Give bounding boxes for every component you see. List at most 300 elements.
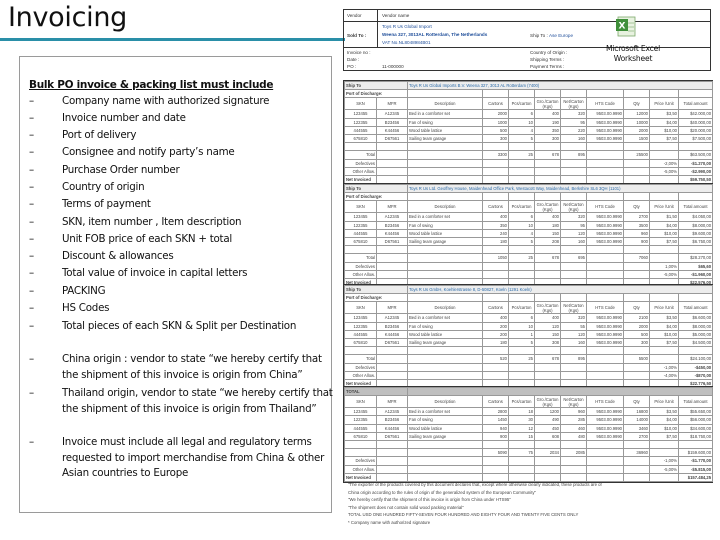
table-cell: -$450,00: [679, 363, 713, 371]
table-row: [345, 118, 713, 126]
table-cell: 1: [509, 330, 535, 338]
table-cell: $40.000,00: [679, 118, 713, 126]
table-cell: B23456: [377, 221, 408, 229]
table-cell: [483, 371, 509, 379]
table-cell: 350: [535, 126, 561, 134]
table-cell: [377, 270, 408, 278]
allowance-label: Other Allow.: [345, 371, 377, 379]
table-cell: [483, 270, 509, 278]
ship-to-row: [345, 82, 713, 90]
column-header: Description: [408, 201, 483, 213]
table-cell: $7,50: [650, 338, 679, 346]
column-header: Total amount: [679, 201, 713, 213]
table-cell: 678: [535, 254, 561, 262]
total-label: Total: [345, 151, 377, 159]
table-cell: Bed in a comforter set: [408, 408, 483, 416]
table-cell: [535, 371, 561, 379]
footnote: China origin according to the rules of origin of the generalized system of the European Community": [348, 489, 537, 495]
table-row: [345, 314, 713, 322]
table-cell: 5090: [483, 449, 509, 457]
table-cell: 95: [561, 118, 587, 126]
spacer-row: [345, 246, 713, 254]
table-cell: 300: [483, 134, 509, 142]
column-header-row: [345, 201, 713, 213]
table-cell: -5,00%: [650, 167, 679, 175]
table-cell: 9503.00.9990: [587, 213, 624, 221]
table-cell: 900: [483, 432, 509, 440]
destination-block: [343, 386, 713, 483]
table-cell: -4,00%: [650, 371, 679, 379]
table-cell: $56.000,00: [679, 416, 713, 424]
ship-to-value: Ase Europe: [549, 33, 574, 38]
table-cell: [377, 262, 408, 270]
table-cell: $7,50: [650, 237, 679, 245]
table-cell: 7060: [624, 254, 650, 262]
column-header: MFR: [377, 201, 408, 213]
table-cell: [561, 363, 587, 371]
table-cell: [624, 167, 650, 175]
table-row: [345, 408, 713, 416]
excel-icon[interactable]: [615, 15, 637, 37]
total-row: [345, 449, 713, 457]
table-cell: 675810: [345, 338, 377, 346]
table-cell: 75: [509, 449, 535, 457]
requirements-heading: Bulk PO invoice & packing list must include: [29, 79, 274, 91]
column-header: Price /Unit: [650, 201, 679, 213]
table-cell: [650, 254, 679, 262]
table-cell: [535, 270, 561, 278]
table-cell: D67561: [377, 134, 408, 142]
defectives-row: [345, 159, 713, 167]
table-cell: 5: [509, 237, 535, 245]
table-cell: [561, 167, 587, 175]
destination-block: [343, 284, 713, 389]
table-cell: 180: [483, 338, 509, 346]
table-cell: 444555: [345, 229, 377, 237]
table-cell: 4: [509, 229, 535, 237]
table-cell: 240: [483, 229, 509, 237]
table-cell: [587, 371, 624, 379]
table-cell: Wood table lattice: [408, 424, 483, 432]
column-header: SKN: [345, 396, 377, 408]
table-cell: 9503.00.9990: [587, 118, 624, 126]
table-cell: [377, 355, 408, 363]
table-cell: 400: [483, 213, 509, 221]
table-cell: -$870,00: [679, 371, 713, 379]
table-cell: [535, 159, 561, 167]
spacer-row: [345, 143, 713, 151]
table-cell: Sailing team garage: [408, 237, 483, 245]
allowance-row: [345, 167, 713, 175]
table-cell: Wood table lattice: [408, 126, 483, 134]
table-cell: 36960: [624, 449, 650, 457]
svg-text:X: X: [618, 21, 626, 32]
table-cell: Bed in a comforter set: [408, 314, 483, 322]
table-cell: [624, 159, 650, 167]
table-cell: $10,00: [650, 229, 679, 237]
table-cell: -1,00%: [650, 457, 679, 465]
table-cell: [587, 159, 624, 167]
ship-to-label: Ship To: [345, 286, 408, 294]
table-cell: 15: [509, 432, 535, 440]
table-cell: [377, 254, 408, 262]
table-cell: 9503.00.9990: [587, 338, 624, 346]
table-cell: [377, 371, 408, 379]
table-cell: 300: [535, 134, 561, 142]
table-cell: 960: [561, 408, 587, 416]
table-cell: [587, 355, 624, 363]
table-cell: 6: [509, 314, 535, 322]
table-cell: K44456: [377, 330, 408, 338]
connector-line: [300, 38, 343, 41]
column-header: Net/Carton (Kgs): [561, 98, 587, 110]
table-cell: 123455: [345, 213, 377, 221]
table-cell: [509, 90, 535, 98]
title-underline: [0, 38, 345, 41]
table-cell: 10: [509, 322, 535, 330]
table-cell: 12: [509, 424, 535, 432]
ship-to-label: TOTAL: [345, 388, 408, 396]
table-cell: [624, 270, 650, 278]
table-cell: [561, 90, 587, 98]
table-cell: 1200: [535, 408, 561, 416]
table-cell: [483, 262, 509, 270]
table-cell: [587, 294, 624, 302]
table-cell: -2,00%: [650, 159, 679, 167]
net-invoiced-amount: $22.776,50: [679, 379, 713, 387]
table-cell: A12345: [377, 213, 408, 221]
table-cell: $4,00: [650, 221, 679, 229]
table-cell: [587, 151, 624, 159]
requirements-box: Bulk PO invoice & packing list must include – Company name with authorized signature – Invoice number and date – Port of delivery – Consignee and notify party’s name – Purchase Order number – Country of origin – Terms of payment – SKN, item number , Item description – Unit FOB price of each SKN + total – Discount & allowances – Total value of invoice in capital letters – PACKING – HS Codes – Total pieces of each SKN & Split per Destination – China origin : vendor to state “we hereby certify that the shipment of this invoice is origin from China” – Thailand origin, vendor to state “we hereby certify that the shipment of this invoice is origin from Thailand” – Invoice must include all legal and regulatory terms requested to import merchandise from China & other Asian countries to Europe: [19, 56, 332, 513]
net-invoiced-label: Net Invoiced: [345, 175, 377, 183]
table-cell: 9503.00.9990: [587, 229, 624, 237]
column-header: SKN: [345, 98, 377, 110]
table-cell: $4.050,00: [679, 213, 713, 221]
table-cell: 180: [535, 221, 561, 229]
table-cell: 400: [535, 314, 561, 322]
table-cell: [624, 457, 650, 465]
slide-title: Invoicing: [8, 2, 127, 33]
table-cell: 95: [561, 221, 587, 229]
ship-to-address: [408, 388, 713, 396]
table-cell: [679, 90, 713, 98]
vendor-label: Vendor: [347, 13, 362, 18]
table-cell: 25: [509, 355, 535, 363]
sold-to-line-3: VAT No.NL8048984B01: [382, 40, 431, 45]
table-cell: 120: [561, 330, 587, 338]
table-cell: [679, 294, 713, 302]
column-header: Cartons: [483, 201, 509, 213]
table-cell: [509, 167, 535, 175]
table-cell: $20.000,00: [679, 126, 713, 134]
table-cell: 400: [535, 213, 561, 221]
table-cell: $1,50: [650, 213, 679, 221]
table-cell: $8.000,00: [679, 322, 713, 330]
table-cell: 160: [561, 134, 587, 142]
table-cell: $4,00: [650, 416, 679, 424]
port-of-discharge-label: Port of Discharge:: [345, 193, 408, 201]
excel-attachment-label[interactable]: Microsoft Excel Worksheet: [605, 44, 661, 63]
table-row: [345, 432, 713, 440]
allowance-label: Other Allow.: [345, 270, 377, 278]
table-cell: -$5.815,00: [679, 465, 713, 473]
table-cell: 18: [509, 408, 535, 416]
total-row: [345, 355, 713, 363]
column-header: Qty: [624, 98, 650, 110]
table-cell: 500: [483, 126, 509, 134]
ship-to-address: Toys R Us Global Imports B.V. Weena 327, 3013 AL Rotterdam (7400): [408, 82, 713, 90]
defectives-row: [345, 457, 713, 465]
table-cell: 5500: [624, 355, 650, 363]
table-cell: $7,50: [650, 134, 679, 142]
ship-to-label: Ship To: [345, 82, 408, 90]
table-cell: 300: [624, 338, 650, 346]
table-cell: 320: [561, 213, 587, 221]
table-cell: [535, 294, 561, 302]
table-cell: 480: [561, 432, 587, 440]
table-cell: [408, 193, 483, 201]
table-cell: [377, 363, 408, 371]
table-cell: [408, 262, 483, 270]
table-cell: 3460: [624, 424, 650, 432]
table-cell: A12345: [377, 408, 408, 416]
table-cell: [377, 151, 408, 159]
table-cell: $9.600,00: [679, 229, 713, 237]
column-header: SKN: [345, 302, 377, 314]
defectives-row: [345, 363, 713, 371]
table-cell: 9503.00.9990: [587, 408, 624, 416]
table-cell: [561, 159, 587, 167]
column-header: Cartons: [483, 396, 509, 408]
table-row: [345, 322, 713, 330]
column-header: Price /Unit: [650, 396, 679, 408]
table-cell: $34.600,00: [679, 424, 713, 432]
table-cell: K44456: [377, 424, 408, 432]
table-cell: 900: [624, 237, 650, 245]
table-cell: [483, 159, 509, 167]
table-cell: Fan of swing: [408, 416, 483, 424]
port-of-discharge-label: Port of Discharge:: [345, 90, 408, 98]
shipping-terms-label: Shipping Terms :: [530, 57, 565, 62]
sold-to-line-1: Toys R Us Global Import: [382, 24, 432, 29]
column-header: Net/Carton (Kgs): [561, 201, 587, 213]
table-cell: K44456: [377, 126, 408, 134]
column-header: Cartons: [483, 302, 509, 314]
column-header: Qty: [624, 302, 650, 314]
column-header: Total amount: [679, 396, 713, 408]
table-cell: -5,00%: [650, 270, 679, 278]
table-row: [345, 110, 713, 118]
ship-to-row: [345, 388, 713, 396]
table-cell: 675810: [345, 237, 377, 245]
table-cell: 3300: [483, 151, 509, 159]
table-cell: A12345: [377, 314, 408, 322]
ship-to-label: Ship To :: [530, 33, 548, 38]
table-cell: 120: [561, 229, 587, 237]
column-header: Qty: [624, 201, 650, 213]
table-cell: [408, 270, 483, 278]
defectives-label: Defectives: [345, 457, 377, 465]
column-header: Gro./Carton (Kgs): [535, 201, 561, 213]
table-cell: 1500: [624, 134, 650, 142]
table-cell: 14000: [624, 416, 650, 424]
net-invoiced-label: Net Invoiced: [345, 379, 377, 387]
table-cell: 123455: [345, 408, 377, 416]
table-cell: 122355: [345, 221, 377, 229]
column-header: Description: [408, 98, 483, 110]
footnote: TOTAL USD ONE HUNDRED FIFTY-SEVEN FOUR HUNDRED AND EIGHTY FOUR AND TWENTY FIVE CENTS ONLY: [348, 512, 579, 517]
table-cell: 9503.00.9990: [587, 314, 624, 322]
table-cell: Sailing team garage: [408, 432, 483, 440]
table-cell: [408, 449, 483, 457]
table-cell: 500: [624, 330, 650, 338]
table-cell: 308: [535, 338, 561, 346]
ship-to-label: Ship To: [345, 185, 408, 193]
table-cell: 1050: [483, 254, 509, 262]
table-cell: [535, 262, 561, 270]
column-header: Qty: [624, 396, 650, 408]
table-cell: 208: [535, 237, 561, 245]
defectives-label: Defectives: [345, 363, 377, 371]
table-cell: 9503.00.9990: [587, 322, 624, 330]
table-cell: $7.500,00: [679, 134, 713, 142]
table-cell: [587, 90, 624, 98]
net-invoiced-label: Net Invoiced: [345, 473, 377, 481]
footnote: * Company name with authorized signature: [348, 519, 431, 525]
table-cell: 30: [509, 416, 535, 424]
table-cell: [587, 270, 624, 278]
total-amount: $159.600,00: [679, 449, 713, 457]
allowance-label: Other Allow.: [345, 465, 377, 473]
column-header: Pcs/carton: [509, 302, 535, 314]
table-cell: 9503.00.9990: [587, 416, 624, 424]
net-invoiced-amount: $157.484,25: [679, 473, 713, 481]
table-cell: [509, 270, 535, 278]
table-cell: 3500: [624, 221, 650, 229]
table-cell: 320: [561, 110, 587, 118]
table-cell: 220: [561, 126, 587, 134]
total-amount: $63.500,00: [679, 151, 713, 159]
table-cell: 2100: [624, 314, 650, 322]
column-header: Pcs/carton: [509, 201, 535, 213]
column-header: Gro./Carton (Kgs): [535, 302, 561, 314]
table-cell: [624, 371, 650, 379]
ship-to-row: [345, 286, 713, 294]
column-header: HTS Code: [587, 201, 624, 213]
table-cell: 350: [483, 221, 509, 229]
table-cell: [509, 193, 535, 201]
table-cell: 285: [561, 416, 587, 424]
table-cell: 9503.00.9990: [587, 221, 624, 229]
table-cell: 180: [483, 237, 509, 245]
table-cell: 9503.00.9990: [587, 126, 624, 134]
table-cell: [587, 449, 624, 457]
table-cell: $55.650,00: [679, 408, 713, 416]
table-cell: [587, 193, 624, 201]
table-cell: [377, 449, 408, 457]
table-cell: [483, 167, 509, 175]
table-cell: 450: [535, 424, 561, 432]
footnote: "The exporter of the products covered by this document declares that, except where otherwise clearly indicated, these products are of: [348, 482, 602, 487]
table-cell: 200: [483, 322, 509, 330]
column-header: Description: [408, 396, 483, 408]
table-cell: [587, 254, 624, 262]
table-cell: 444555: [345, 424, 377, 432]
table-cell: 55: [561, 322, 587, 330]
port-of-discharge-label: Port of Discharge:: [345, 294, 408, 302]
table-cell: 675810: [345, 134, 377, 142]
total-amount: $28.270,00: [679, 254, 713, 262]
column-header-row: [345, 396, 713, 408]
footnote: "The shipment does not contain solid wood packing material": [348, 504, 464, 510]
column-header: Net/Carton (Kgs): [561, 396, 587, 408]
table-cell: 5: [509, 134, 535, 142]
table-cell: [624, 294, 650, 302]
table-cell: 460: [561, 424, 587, 432]
table-cell: 120: [535, 322, 561, 330]
table-cell: 490: [535, 416, 561, 424]
table-cell: D67561: [377, 338, 408, 346]
column-header: Cartons: [483, 98, 509, 110]
table-cell: 608: [535, 432, 561, 440]
table-cell: [587, 167, 624, 175]
table-cell: 123455: [345, 314, 377, 322]
table-cell: [377, 465, 408, 473]
total-row: [345, 151, 713, 159]
table-cell: -$1.270,00: [679, 159, 713, 167]
column-header: Total amount: [679, 98, 713, 110]
total-amount: $24.100,00: [679, 355, 713, 363]
total-label: [345, 449, 377, 457]
table-cell: Fan of swing: [408, 221, 483, 229]
table-row: [345, 126, 713, 134]
table-cell: 2000: [624, 322, 650, 330]
table-cell: $5.000,00: [679, 330, 713, 338]
table-cell: [535, 457, 561, 465]
ship-to-address: Toys R Us GmbH, Koehlerstrasse 8, D-50827, Koeln (1291 Koeln): [408, 286, 713, 294]
table-cell: [509, 159, 535, 167]
table-cell: [624, 262, 650, 270]
table-cell: K44456: [377, 229, 408, 237]
table-cell: $4,00: [650, 322, 679, 330]
table-cell: -5,00%: [650, 465, 679, 473]
table-cell: [408, 90, 483, 98]
table-cell: 940: [483, 424, 509, 432]
table-cell: 122355: [345, 322, 377, 330]
table-cell: 9503.00.9990: [587, 330, 624, 338]
table-cell: [561, 465, 587, 473]
table-cell: $8.000,00: [679, 221, 713, 229]
table-cell: $4.500,00: [679, 338, 713, 346]
table-cell: 200: [483, 330, 509, 338]
table-row: [345, 330, 713, 338]
column-header: MFR: [377, 302, 408, 314]
table-cell: 10: [509, 221, 535, 229]
table-row: [345, 424, 713, 432]
vendor-value: Vendor name: [382, 13, 410, 18]
table-cell: Bed in a comforter set: [408, 110, 483, 118]
table-row: [345, 134, 713, 142]
table-cell: [483, 90, 509, 98]
table-cell: 2700: [624, 432, 650, 440]
table-cell: $10,00: [650, 330, 679, 338]
destination-block: [343, 183, 713, 288]
net-invoiced-amount: $22.576,00: [679, 278, 713, 286]
table-cell: [650, 294, 679, 302]
ship-to-address: Toys R Us Ltd. Geoffrey House, Maidenhead Office Park, Westacott Way, Maidenhead, Berkshire SL6 3QH (1101): [408, 185, 713, 193]
table-cell: 9503.00.9990: [587, 432, 624, 440]
